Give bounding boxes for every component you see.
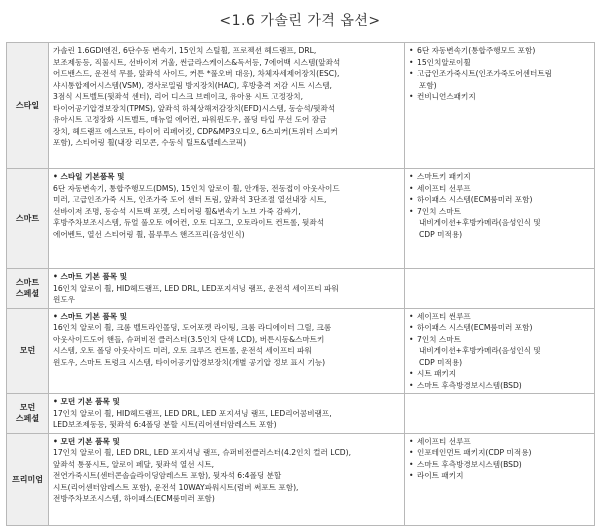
option-item xyxy=(409,334,590,346)
option-text: 7인치 스마트 xyxy=(417,206,461,216)
bullet-icon: • xyxy=(409,206,414,216)
feature-line: 16인치 알로이 휠, 크롬 벨트라인몰딩, 도어포켓 라이팅, 크롬 라디에이터 그릴, 크롬 xyxy=(53,323,332,332)
option-text: CDP 미적용) xyxy=(419,357,463,367)
option-item xyxy=(409,368,590,380)
trim-row xyxy=(7,433,595,525)
standard-features-cell xyxy=(49,308,405,394)
feature-line: 보조제동등, 직물시트, 선바이저 거울, 썬글라스케이스&독서등, 7에어백 시스템(앞좌석 xyxy=(53,57,341,67)
option-text: 스마트키 패키지 xyxy=(417,172,471,181)
feature-line: 시트(리어센터암레스트 포함), 운전석 10WAY파워시트(럼버 써포트 포함), xyxy=(53,482,299,492)
bullet-icon: • xyxy=(409,380,414,390)
trim-name-cell xyxy=(7,308,49,394)
option-text: 하이패스 시스템(ECM룸미러 포함) xyxy=(417,195,533,204)
option-item xyxy=(409,206,590,218)
trim-name: 스타일 xyxy=(15,101,40,110)
bullet-icon: • xyxy=(409,436,414,446)
option-item xyxy=(409,459,590,471)
option-cell xyxy=(405,433,595,525)
trim-row xyxy=(7,394,595,434)
standard-features-cell xyxy=(49,433,405,525)
option-text: 6단 자동변속기(통합주행모드 포함) xyxy=(417,46,536,55)
option-item xyxy=(409,80,590,92)
standard-features-cell xyxy=(49,269,405,309)
option-text: 라이트 패키지 xyxy=(417,471,464,480)
feature-line: 17인치 알로이 휠, HID헤드램프, LED DRL, LED 포지셔닝 램프, LED리어콤비램프, xyxy=(53,408,332,418)
option-item xyxy=(409,91,590,103)
option-item xyxy=(409,217,590,229)
option-item xyxy=(409,322,590,334)
trim-name-cell xyxy=(7,269,49,309)
feature-heading: • 스마트 기본 품목 및 xyxy=(53,272,128,281)
feature-line: 선바이저 조명, 동승석 시트백 포켓, 스티어링 휠&변속기 노브 가죽 감싸기, xyxy=(53,206,301,216)
option-text: 포함) xyxy=(419,80,437,90)
trim-name: 스페셜 xyxy=(15,289,40,299)
option-item xyxy=(409,436,590,448)
trim-row xyxy=(7,269,595,309)
feature-line: 앞좌석 통풍시트, 알로이 페달, 뒷좌석 열선 시트, xyxy=(53,459,215,469)
option-item xyxy=(409,380,590,392)
trim-row xyxy=(7,43,595,169)
option-text: 세이프티 선루프 xyxy=(417,183,471,193)
feature-line: 시스템, 오토 폴딩 아웃사이드 미러, 오토 크루즈 컨트롤, 운전석 세이프티 파워 xyxy=(53,346,312,355)
option-item xyxy=(409,194,590,206)
option-text: 15인치알로이휠 xyxy=(417,57,471,67)
feature-line: LED보조제동등, 뒷좌석 6:4폴딩 분할 시트(리어센터암레스트 포함) xyxy=(53,420,277,429)
bullet-icon: • xyxy=(409,448,414,457)
option-item xyxy=(409,345,590,357)
option-text: 내비게이션+후방카메라(음성인식 및 xyxy=(419,218,541,227)
option-text: CDP 미적용) xyxy=(419,229,463,239)
feature-line: 가솔린 1.6GDI엔진, 6단수동 변속기, 15인치 스틸휠, 프로젝션 헤드램프, DRL, xyxy=(53,46,317,55)
bullet-icon: • xyxy=(409,183,414,193)
option-cell xyxy=(405,43,595,169)
feature-line: 미러, 고급인조가죽 시트, 인조가죽 도어 센터 트림, 앞좌석 3단조절 열선내장 시트, xyxy=(53,195,327,204)
standard-features-cell xyxy=(49,169,405,269)
bullet-icon: • xyxy=(409,323,414,332)
feature-heading: • 스타일 기본품목 및 xyxy=(53,172,125,181)
option-item xyxy=(409,311,590,323)
trim-name: 모던 xyxy=(19,403,36,413)
option-item xyxy=(409,171,590,183)
option-item xyxy=(409,183,590,195)
trim-name-cell xyxy=(7,433,49,525)
feature-line: 전연가죽시트(센터콘솔슬라이딩암레스트 포함), 뒷자석 6:4폴딩 분할 xyxy=(53,471,282,480)
bullet-icon: • xyxy=(409,195,414,204)
option-item xyxy=(409,470,590,482)
option-text: 고급인조가죽시트(인조가죽도어센터트림 xyxy=(417,69,553,78)
feature-line: 장치, 헤드램프 에스코트, 타이어 리페어킷, CDP&MP3오디오, 6스피커(트위터 스피커 xyxy=(53,126,338,136)
feature-line: 윈도우, 스마트 트렁크 시스템, 타이어공기압경보장치(개별 공기압 정보 표시 기능) xyxy=(53,357,326,367)
bullet-icon: • xyxy=(409,92,414,101)
option-cell xyxy=(405,269,595,309)
feature-line: 윈도우 xyxy=(53,295,76,304)
option-item xyxy=(409,45,590,57)
option-item xyxy=(409,357,590,369)
trim-row xyxy=(7,308,595,394)
option-item xyxy=(409,447,590,459)
feature-heading: • 모던 기본 품목 및 xyxy=(53,436,120,446)
feature-line: 전방주차보조시스템, 하이패스(ECM룸미러 포함) xyxy=(53,494,215,503)
option-text: 세이프티 선루프 xyxy=(417,436,471,446)
trim-name: 모던 xyxy=(19,346,36,356)
bullet-icon: • xyxy=(409,459,414,469)
feature-line: 샤시통합제어시스템(VSM), 경사로밀림 방지장치(HAC), 후방충격 저감 시트 시스템, xyxy=(53,80,332,90)
trim-name-cell xyxy=(7,169,49,269)
option-text: 세이프티 썬루프 xyxy=(417,311,471,321)
feature-line: 아웃사이드도어 핸들, 슈퍼비전 클러스터(3.5인치 단색 LCD), 버튼시동&스마트키 xyxy=(53,334,325,344)
bullet-icon: • xyxy=(409,334,414,344)
option-cell xyxy=(405,308,595,394)
trim-name: 스마트 xyxy=(15,214,40,223)
feature-line: 후방주차보조시스템, 듀얼 풀오토 에어컨, 오토 디포그, 오토라이트 컨트롤, 뒷좌석 xyxy=(53,218,325,227)
feature-line: 어드밴스드, 운전석 무릎, 앞좌석 사이드, 커튼 *풀오버 대응), 차체자세제어장치(ESC), xyxy=(53,69,340,78)
bullet-icon: • xyxy=(409,369,414,378)
trim-name-cell xyxy=(7,394,49,434)
option-text: 스마트 후측방경보시스템(BSD) xyxy=(417,459,522,469)
standard-features-cell xyxy=(49,43,405,169)
option-text: 내비게이션+후방카메라(음성인식 및 xyxy=(419,346,541,355)
trim-price-table xyxy=(6,42,595,526)
option-text: 스마트 후측방경보시스템(BSD) xyxy=(417,380,522,390)
feature-line: 포함), 스티어링 휠(내장 리모콘, 수동식 틸트&텔레스코픽) xyxy=(53,138,247,147)
trim-name: 프리미엄 xyxy=(12,474,43,484)
trim-row xyxy=(7,169,595,269)
option-item xyxy=(409,229,590,241)
bullet-icon: • xyxy=(409,471,414,480)
feature-line: 16인치 알로이 휠, HID헤드램프, LED DRL, LED포지셔닝 램프, 운전석 세이프티 파워 xyxy=(53,283,339,293)
bullet-icon: • xyxy=(409,172,414,181)
option-cell xyxy=(405,169,595,269)
trim-name-cell xyxy=(7,43,49,169)
option-item xyxy=(409,68,590,80)
trim-name: 스마트 xyxy=(15,278,40,288)
option-text: 인포테인먼트 패키지(CDP 미적용) xyxy=(417,448,532,457)
feature-line: 17인치 알로이 휠, LED DRL, LED 포지셔닝 램프, 슈퍼비전클러스터(4.2인치 컬러 LCD), xyxy=(53,448,351,457)
standard-features-cell xyxy=(49,394,405,434)
option-text: 시트 패키지 xyxy=(417,369,457,378)
feature-heading: • 스마트 기본 품목 및 xyxy=(53,311,128,321)
option-item xyxy=(409,57,590,69)
bullet-icon: • xyxy=(409,311,414,321)
option-text: 컨비니언스패키지 xyxy=(417,92,476,101)
option-text: 하이패스 시스템(ECM룸미러 포함) xyxy=(417,323,533,332)
page-title: <1.6 가솔린 가격 옵션> xyxy=(219,13,381,29)
feature-heading: • 모던 기본 품목 및 xyxy=(53,397,120,406)
bullet-icon: • xyxy=(409,46,414,55)
bullet-icon: • xyxy=(409,57,414,67)
trim-name: 스페셜 xyxy=(15,414,40,424)
option-cell xyxy=(405,394,595,434)
bullet-icon: • xyxy=(409,69,414,78)
feature-line: 유아시트 고정장화 시트벨트, 매뉴얼 에어컨, 파워윈도우, 폴딩 타입 무선 도어 잠금 xyxy=(53,115,327,124)
feature-line: 6단 자동변속기, 통합주행모드(DMS), 15인치 알로이 휠, 안개등, 전동접이 아웃사이드 xyxy=(53,183,340,193)
option-text: 7인치 스마트 xyxy=(417,334,461,344)
feature-line: 타이어공기압경보장치(TPMS), 앞좌석 하체상해저감장치(EFD)시스템, 동승석/뒷좌석 xyxy=(53,103,336,113)
feature-line: 3점식 시트벨트(뒷좌석 센터), 리어 디스크 브레이크, 유아용 시트 고정장치, xyxy=(53,92,304,101)
feature-line: 에어벤트, 열선 스티어링 휠, 블루투스 핸즈프리(음성인식) xyxy=(53,229,245,239)
